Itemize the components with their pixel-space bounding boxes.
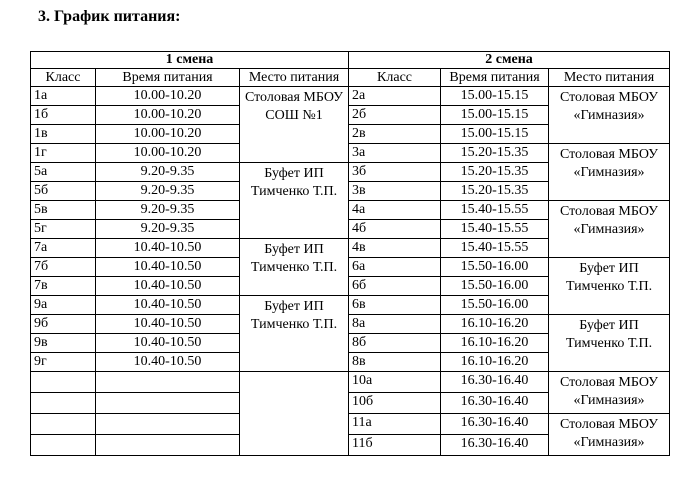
shift2-time-cell: 16.30-16.40 [441,414,549,435]
meal-schedule-table [30,51,670,456]
shift2-class-cell: 4б [349,220,441,239]
shift1-header: 1 смена [31,52,349,69]
shift1-time-cell: 10.40-10.50 [96,315,240,334]
shift1-class-cell: 5г [31,220,96,239]
shift1-time-cell: 10.00-10.20 [96,144,240,163]
shift1-time-cell: 10.00-10.20 [96,125,240,144]
shift2-class-cell: 2а [349,87,441,106]
shift1-time-cell [96,372,240,393]
shift2-time-cell: 16.30-16.40 [441,372,549,393]
column-header-row [31,69,670,87]
shift1-time-cell: 9.20-9.35 [96,163,240,182]
shift1-place-cell: Буфет ИП Тимченко Т.П. [240,296,349,372]
shift2-header: 2 смена [349,52,670,69]
shift2-class-cell: 2в [349,125,441,144]
shift2-time-cell: 16.10-16.20 [441,353,549,372]
shift2-class-cell: 6б [349,277,441,296]
shift2-time-cell: 15.50-16.00 [441,277,549,296]
shift2-time-cell: 15.20-15.35 [441,182,549,201]
shift1-time-cell: 10.40-10.50 [96,353,240,372]
shift2-time-cell: 15.50-16.00 [441,258,549,277]
shift2-class-cell: 8в [349,353,441,372]
table-row [31,144,670,163]
shift1-time-cell: 10.40-10.50 [96,239,240,258]
shift1-time-cell: 10.00-10.20 [96,87,240,106]
table-row [31,201,670,220]
shift2-place-cell: Столовая МБОУ «Гимназия» [549,201,670,258]
shift1-time-cell [96,414,240,435]
shift2-place-cell: Столовая МБОУ «Гимназия» [549,414,670,456]
shift2-time-cell: 16.30-16.40 [441,393,549,414]
table-row [31,315,670,334]
shift2-class-cell: 10а [349,372,441,393]
shift1-class-cell [31,393,96,414]
shift1-class-cell: 9а [31,296,96,315]
shift1-class-cell [31,414,96,435]
table-row [31,372,670,393]
shift2-class-cell: 8а [349,315,441,334]
shift1-class-cell: 9в [31,334,96,353]
shift2-place-cell: Буфет ИП Тимченко Т.П. [549,315,670,372]
column-header-time: Время питания [441,69,549,87]
shift2-class-cell: 10б [349,393,441,414]
shift2-time-cell: 16.30-16.40 [441,435,549,456]
shift1-time-cell [96,435,240,456]
shift1-place-cell [240,372,349,456]
shift1-class-cell: 5в [31,201,96,220]
shift1-class-cell: 7в [31,277,96,296]
shift2-class-cell: 3в [349,182,441,201]
shift1-time-cell: 10.00-10.20 [96,106,240,125]
shift1-time-cell: 10.40-10.50 [96,258,240,277]
shift2-time-cell: 16.10-16.20 [441,315,549,334]
column-header-place: Место питания [549,69,670,87]
shift2-class-cell: 4а [349,201,441,220]
shift1-time-cell [96,393,240,414]
shift1-time-cell: 9.20-9.35 [96,220,240,239]
shift1-class-cell [31,372,96,393]
shift2-class-cell: 6а [349,258,441,277]
shift1-time-cell: 9.20-9.35 [96,182,240,201]
shift2-place-cell: Столовая МБОУ «Гимназия» [549,87,670,144]
shift2-class-cell: 6в [349,296,441,315]
shift2-time-cell: 15.50-16.00 [441,296,549,315]
column-header-class: Класс [349,69,441,87]
shift1-class-cell: 1г [31,144,96,163]
shift1-class-cell: 9б [31,315,96,334]
table-row [31,87,670,106]
shift2-class-cell: 4в [349,239,441,258]
shift1-class-cell: 5б [31,182,96,201]
table-row [31,414,670,435]
shift2-place-cell: Столовая МБОУ «Гимназия» [549,372,670,414]
shift1-place-cell: Буфет ИП Тимченко Т.П. [240,239,349,296]
shift2-class-cell: 11б [349,435,441,456]
shift2-time-cell: 15.00-15.15 [441,125,549,144]
shift1-class-cell: 9г [31,353,96,372]
shift-header-row [31,52,670,69]
shift2-time-cell: 15.40-15.55 [441,220,549,239]
shift2-time-cell: 16.10-16.20 [441,334,549,353]
shift1-class-cell: 1в [31,125,96,144]
shift1-place-cell: Столовая МБОУ СОШ №1 [240,87,349,163]
shift2-class-cell: 2б [349,106,441,125]
section-title: 3. График питания: [38,8,181,25]
column-header-class: Класс [31,69,96,87]
shift1-place-cell: Буфет ИП Тимченко Т.П. [240,163,349,239]
column-header-time: Время питания [96,69,240,87]
table-row [31,258,670,277]
shift1-class-cell: 7а [31,239,96,258]
shift1-class-cell: 1б [31,106,96,125]
shift2-time-cell: 15.00-15.15 [441,106,549,125]
shift2-class-cell: 11а [349,414,441,435]
shift2-class-cell: 3а [349,144,441,163]
shift1-time-cell: 9.20-9.35 [96,201,240,220]
shift2-place-cell: Столовая МБОУ «Гимназия» [549,144,670,201]
shift1-time-cell: 10.40-10.50 [96,296,240,315]
shift2-class-cell: 3б [349,163,441,182]
shift1-class-cell [31,435,96,456]
shift2-place-cell: Буфет ИП Тимченко Т.П. [549,258,670,315]
column-header-place: Место питания [240,69,349,87]
shift2-time-cell: 15.40-15.55 [441,201,549,220]
shift1-time-cell: 10.40-10.50 [96,277,240,296]
shift1-class-cell: 5а [31,163,96,182]
shift2-class-cell: 8б [349,334,441,353]
shift2-time-cell: 15.20-15.35 [441,144,549,163]
shift2-time-cell: 15.20-15.35 [441,163,549,182]
shift1-class-cell: 1а [31,87,96,106]
shift1-time-cell: 10.40-10.50 [96,334,240,353]
shift1-class-cell: 7б [31,258,96,277]
shift2-time-cell: 15.00-15.15 [441,87,549,106]
shift2-time-cell: 15.40-15.55 [441,239,549,258]
